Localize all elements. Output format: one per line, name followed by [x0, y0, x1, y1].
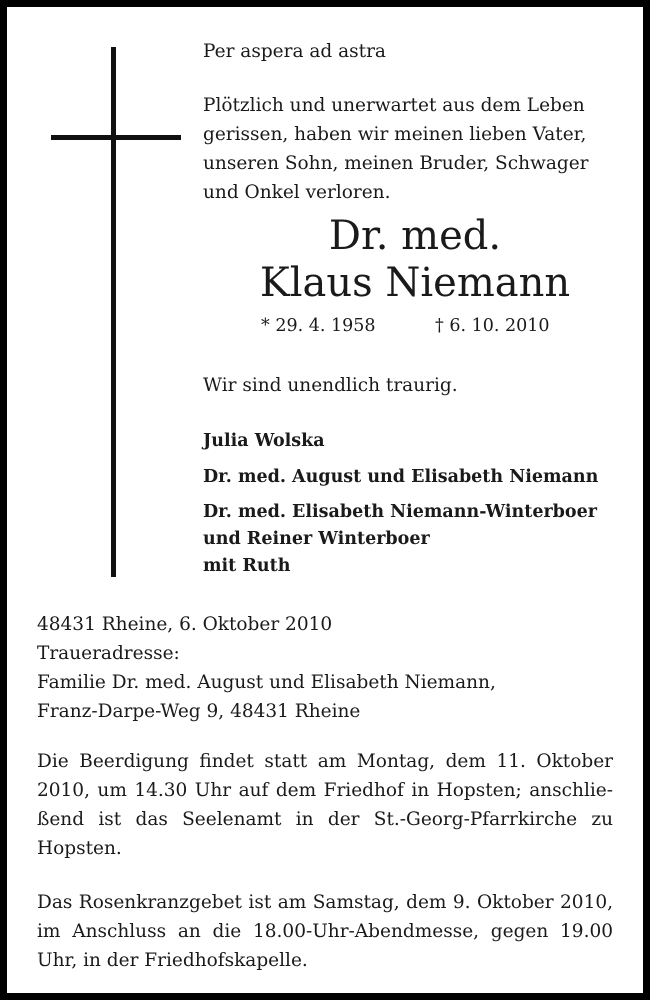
funeral-line-2: 2010, um 14.30 Uhr auf dem Friedhof in Hopsten; anschlie-	[37, 780, 613, 801]
funeral-paragraph	[37, 747, 613, 863]
funeral-line-1: Die Beerdigung findet statt am Montag, dem 11. Oktober	[37, 751, 613, 772]
mourner-2: Dr. med. August und Elisabeth Niemann	[203, 467, 599, 487]
rosary-line-1: Das Rosenkranzgebet ist am Samstag, dem 9. Oktober 2010,	[37, 892, 613, 913]
address-street: Franz-Darpe-Weg 9, 48431 Rheine	[37, 701, 361, 722]
intro-line-2: gerissen, haben wir meinen lieben Vater,	[203, 124, 587, 145]
rosary-line-2: im Anschluss an die 18.00-Uhr-Abendmesse, gegen 19.00	[37, 921, 613, 942]
address-label: Traueradresse:	[37, 643, 180, 664]
address-family: Familie Dr. med. August und Elisabeth Niemann,	[37, 672, 496, 693]
rosary-paragraph	[37, 888, 613, 975]
mourner-5: mit Ruth	[203, 556, 291, 576]
mourner-3: Dr. med. Elisabeth Niemann-Winterboer	[203, 502, 597, 522]
intro-line-1: Plötzlich und unerwartet aus dem Leben	[203, 95, 585, 116]
rosary-line-3: Uhr, in der Friedhofskapelle.	[37, 950, 308, 971]
funeral-line-3: ßend ist das Seelenamt in der St.-Georg-Pfarrkirche zu	[37, 809, 613, 830]
cross-horizontal-bar	[51, 135, 181, 140]
motto: Per aspera ad astra	[203, 41, 386, 62]
deceased-name: Klaus Niemann	[259, 260, 571, 306]
obituary-notice	[7, 7, 643, 993]
cross-vertical-bar	[111, 47, 116, 577]
intro-line-3: unseren Sohn, meinen Bruder, Schwager	[203, 153, 589, 174]
death-date: † 6. 10. 2010	[435, 316, 550, 336]
intro-line-4: und Onkel verloren.	[203, 182, 391, 203]
mourner-1: Julia Wolska	[203, 431, 325, 451]
mourner-4: und Reiner Winterboer	[203, 529, 430, 549]
funeral-line-4: Hopsten.	[37, 838, 122, 859]
sorrow-statement: Wir sind unendlich traurig.	[203, 375, 458, 396]
place-date: 48431 Rheine, 6. Oktober 2010	[37, 614, 333, 635]
deceased-title: Dr. med.	[328, 213, 502, 259]
birth-date: * 29. 4. 1958	[261, 316, 376, 336]
